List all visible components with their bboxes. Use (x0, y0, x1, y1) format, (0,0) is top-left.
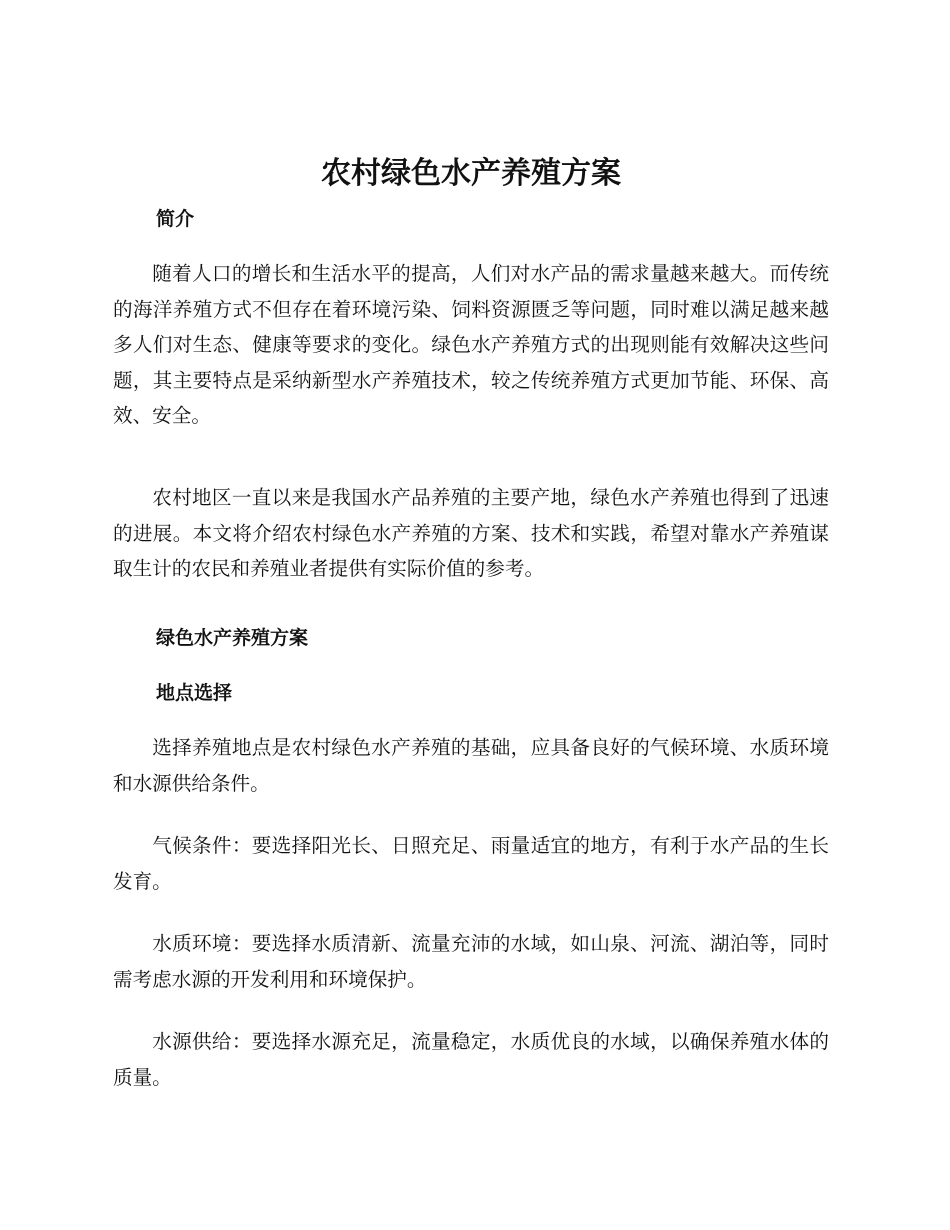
document-title: 农村绿色水产养殖方案 (321, 156, 621, 191)
paragraph-climate: 气候条件：要选择阳光长、日照充足、雨量适宜的地方，有利于水产品的生长发育。 (113, 834, 829, 893)
paragraph-intro-1: 随着人口的增长和生活水平的提高，人们对水产品的需求量越来越大。而传统的海洋养殖方式不但存在着环境污染、饲料资源匮乏等问题，同时难以满足越来越多人们对生态、健康等要求的变化。绿色水产养殖方式的出现则能有效解决这些问题，其主要特点是采纳新型水产养殖技术，较之传统养殖方式更加节能、环保、高效、安全。 (113, 262, 829, 427)
paragraph-site-1: 选择养殖地点是农村绿色水产养殖的基础，应具备良好的气候环境、水质环境和水源供给条件。 (113, 736, 829, 795)
paragraph-water-supply: 水源供给：要选择水源充足，流量稳定，水质优良的水域，以确保养殖水体的质量。 (113, 1030, 829, 1089)
section-heading-site: 地点选择 (156, 682, 233, 704)
section-heading-plan: 绿色水产养殖方案 (156, 627, 309, 649)
paragraph-water-quality: 水质环境：要选择水质清新、流量充沛的水域，如山泉、河流、湖泊等，同时需考虑水源的开发利用和环境保护。 (113, 932, 829, 991)
section-heading-intro: 简介 (156, 208, 195, 230)
paragraph-intro-2: 农村地区一直以来是我国水产品养殖的主要产地，绿色水产养殖也得到了迅速的进展。本文将介绍农村绿色水产养殖的方案、技术和实践，希望对靠水产养殖谋取生计的农民和养殖业者提供有实际价值的参考。 (113, 486, 829, 580)
